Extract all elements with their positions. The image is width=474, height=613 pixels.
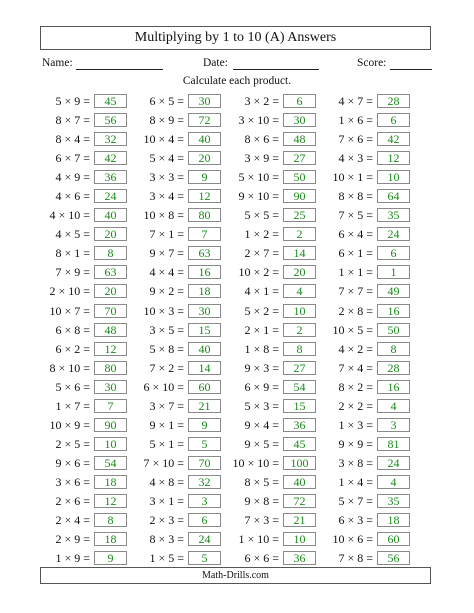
problem-expression: 4 × 2 = (338, 341, 373, 356)
problem-row (321, 111, 433, 130)
problem-expression: 8 × 1 = (55, 246, 90, 261)
problem-expression: 3 × 7 = (149, 398, 184, 413)
answer-box: 7 (188, 227, 221, 241)
answer-box: 36 (283, 418, 316, 432)
answer-box: 4 (283, 284, 316, 298)
problem-row (321, 340, 433, 359)
answer-box: 64 (377, 189, 410, 203)
answer-box: 80 (94, 361, 127, 375)
answer-box: 63 (188, 246, 221, 260)
answer-box: 21 (188, 399, 221, 413)
problem-expression: 2 × 10 = (49, 284, 90, 299)
answer-box: 4 (377, 475, 410, 489)
date-line (233, 69, 319, 70)
problem-row (321, 454, 433, 473)
problem-expression: 8 × 3 = (149, 532, 184, 547)
problem-expression: 8 × 5 = (244, 474, 279, 489)
problem-expression: 3 × 1 = (149, 493, 184, 508)
problem-expression: 4 × 9 = (55, 170, 90, 185)
problem-expression: 7 × 7 = (338, 284, 373, 299)
problem-expression: 10 × 6 = (332, 532, 373, 547)
answer-box: 20 (283, 265, 316, 279)
answer-box: 15 (283, 399, 316, 413)
problem-expression: 9 × 10 = (238, 189, 279, 204)
problem-expression: 2 × 9 = (55, 532, 90, 547)
problem-expression: 10 × 1 = (332, 170, 373, 185)
problem-expression: 9 × 7 = (149, 246, 184, 261)
problem-row (321, 416, 433, 435)
problem-expression: 3 × 4 = (149, 189, 184, 204)
problem-expression: 10 × 2 = (238, 265, 279, 280)
problem-row (321, 168, 433, 187)
problem-row (321, 378, 433, 397)
problem-expression: 6 × 1 = (338, 246, 373, 261)
answer-box: 10 (283, 304, 316, 318)
answer-box: 30 (188, 94, 221, 108)
answer-box: 10 (283, 532, 316, 546)
answer-box: 48 (94, 323, 127, 337)
answer-box: 6 (188, 513, 221, 527)
problem-expression: 2 × 5 = (55, 436, 90, 451)
problem-row (321, 92, 433, 111)
problem-expression: 1 × 4 = (338, 474, 373, 489)
problem-expression: 8 × 9 = (149, 113, 184, 128)
answer-box: 56 (94, 113, 127, 127)
answer-box: 5 (188, 551, 221, 565)
answer-box: 40 (188, 342, 221, 356)
problem-expression: 10 × 4 = (143, 132, 184, 147)
answer-box: 15 (188, 323, 221, 337)
problem-expression: 5 × 5 = (244, 208, 279, 223)
problem-expression: 7 × 6 = (338, 132, 373, 147)
problem-expression: 2 × 3 = (149, 513, 184, 528)
answer-box: 24 (377, 227, 410, 241)
problem-expression: 6 × 2 = (55, 341, 90, 356)
problem-row (321, 473, 433, 492)
problem-expression: 3 × 9 = (244, 151, 279, 166)
answer-box: 40 (188, 132, 221, 146)
answer-box: 72 (283, 494, 316, 508)
answer-box: 2 (283, 323, 316, 337)
name-label: Name: (42, 57, 73, 69)
problem-expression: 2 × 8 = (338, 303, 373, 318)
problem-expression: 7 × 1 = (149, 227, 184, 242)
problem-expression: 4 × 10 = (49, 208, 90, 223)
answer-box: 14 (283, 246, 316, 260)
problem-expression: 4 × 6 = (55, 189, 90, 204)
answer-box: 18 (188, 284, 221, 298)
problem-expression: 2 × 6 = (55, 493, 90, 508)
answer-box: 2 (283, 227, 316, 241)
answer-box: 20 (94, 284, 127, 298)
problem-expression: 10 × 3 = (143, 303, 184, 318)
answer-box: 10 (377, 170, 410, 184)
problem-expression: 2 × 2 = (338, 398, 373, 413)
problem-expression: 6 × 4 = (338, 227, 373, 242)
problem-expression: 1 × 7 = (55, 398, 90, 413)
problem-expression: 9 × 2 = (149, 284, 184, 299)
problem-expression: 9 × 4 = (244, 417, 279, 432)
answer-box: 1 (377, 265, 410, 279)
problem-expression: 4 × 3 = (338, 151, 373, 166)
score-line (390, 69, 432, 70)
answer-box: 3 (377, 418, 410, 432)
answer-box: 63 (94, 265, 127, 279)
problem-row (321, 187, 433, 206)
answer-box: 5 (188, 437, 221, 451)
problem-expression: 1 × 10 = (238, 532, 279, 547)
problem-expression: 4 × 5 = (55, 227, 90, 242)
answer-box: 42 (377, 132, 410, 146)
answer-box: 20 (188, 151, 221, 165)
problem-row (321, 149, 433, 168)
answer-box: 9 (188, 418, 221, 432)
problem-expression: 6 × 7 = (55, 151, 90, 166)
answer-box: 16 (377, 304, 410, 318)
problem-row (321, 511, 433, 530)
answer-box: 70 (94, 304, 127, 318)
answer-box: 48 (283, 132, 316, 146)
problem-expression: 4 × 7 = (338, 94, 373, 108)
worksheet-title: Multiplying by 1 to 10 (A) Answers (40, 26, 431, 50)
problem-expression: 10 × 7 = (49, 303, 90, 318)
answer-box: 90 (94, 418, 127, 432)
answer-box: 20 (94, 227, 127, 241)
problem-expression: 5 × 3 = (244, 398, 279, 413)
problem-row (321, 130, 433, 149)
problem-expression: 8 × 7 = (55, 113, 90, 128)
answer-box: 60 (377, 532, 410, 546)
problem-expression: 1 × 3 = (338, 417, 373, 432)
answer-box: 3 (188, 494, 221, 508)
problem-row (321, 282, 433, 301)
problem-expression: 2 × 7 = (244, 246, 279, 261)
answer-box: 80 (188, 208, 221, 222)
answer-box: 18 (377, 513, 410, 527)
answer-box: 56 (377, 551, 410, 565)
problem-expression: 5 × 10 = (238, 170, 279, 185)
problem-row (321, 492, 433, 511)
problem-expression: 1 × 6 = (338, 113, 373, 128)
problem-row (321, 435, 433, 454)
problem-expression: 8 × 4 = (55, 132, 90, 147)
problem-expression: 6 × 9 = (244, 379, 279, 394)
problem-expression: 3 × 6 = (55, 474, 90, 489)
answer-box: 36 (94, 170, 127, 184)
answer-box: 18 (94, 532, 127, 546)
problem-expression: 2 × 4 = (55, 513, 90, 528)
answer-box: 50 (377, 323, 410, 337)
problem-expression: 7 × 4 = (338, 360, 373, 375)
problem-expression: 7 × 3 = (244, 513, 279, 528)
problem-expression: 10 × 8 = (143, 208, 184, 223)
answer-box: 60 (188, 380, 221, 394)
answer-box: 9 (94, 551, 127, 565)
problem-expression: 5 × 9 = (55, 94, 90, 108)
problem-expression: 3 × 5 = (149, 322, 184, 337)
problem-expression: 8 × 8 = (338, 189, 373, 204)
problem-expression: 10 × 9 = (49, 417, 90, 432)
problem-row (321, 397, 433, 416)
answer-box: 54 (283, 380, 316, 394)
answer-box: 8 (94, 513, 127, 527)
answer-box: 6 (377, 246, 410, 260)
answer-box: 6 (283, 94, 316, 108)
date-label: Date: (203, 57, 228, 69)
answer-box: 18 (94, 475, 127, 489)
problem-expression: 10 × 5 = (332, 322, 373, 337)
problem-expression: 3 × 3 = (149, 170, 184, 185)
answer-box: 35 (377, 208, 410, 222)
problem-expression: 5 × 2 = (244, 303, 279, 318)
problem-expression: 4 × 1 = (244, 284, 279, 299)
problem-expression: 5 × 4 = (149, 151, 184, 166)
problem-expression: 7 × 5 = (338, 208, 373, 223)
problem-expression: 7 × 8 = (338, 551, 373, 566)
problem-expression: 1 × 9 = (55, 551, 90, 566)
problem-expression: 2 × 1 = (244, 322, 279, 337)
answer-box: 40 (283, 475, 316, 489)
answer-box: 72 (188, 113, 221, 127)
answer-box: 21 (283, 513, 316, 527)
answer-box: 42 (94, 151, 127, 165)
answer-box: 36 (283, 551, 316, 565)
problem-expression: 6 × 5 = (149, 94, 184, 108)
answer-box: 30 (188, 304, 221, 318)
answer-box: 24 (188, 532, 221, 546)
answer-box: 12 (94, 342, 127, 356)
problem-row (321, 244, 433, 263)
problem-expression: 1 × 1 = (338, 265, 373, 280)
problem-expression: 3 × 10 = (238, 113, 279, 128)
problem-expression: 7 × 2 = (149, 360, 184, 375)
problem-expression: 9 × 8 = (244, 493, 279, 508)
answer-box: 24 (94, 189, 127, 203)
problem-column-4 (321, 92, 433, 568)
problem-expression: 5 × 7 = (338, 493, 373, 508)
answer-box: 10 (94, 437, 127, 451)
problem-expression: 4 × 4 = (149, 265, 184, 280)
answer-box: 16 (377, 380, 410, 394)
answer-box: 4 (377, 399, 410, 413)
answer-box: 16 (188, 265, 221, 279)
problem-expression: 7 × 10 = (143, 455, 184, 470)
problem-expression: 9 × 1 = (149, 417, 184, 432)
answer-box: 90 (283, 189, 316, 203)
score-label: Score: (357, 57, 387, 69)
problem-expression: 1 × 2 = (244, 227, 279, 242)
answer-box: 12 (188, 189, 221, 203)
problem-expression: 6 × 3 = (338, 513, 373, 528)
answer-box: 24 (377, 456, 410, 470)
answer-box: 14 (188, 361, 221, 375)
answer-box: 8 (377, 342, 410, 356)
answer-box: 30 (94, 380, 127, 394)
problem-expression: 1 × 8 = (244, 341, 279, 356)
answer-box: 25 (283, 208, 316, 222)
answer-box: 40 (94, 208, 127, 222)
problem-expression: 6 × 8 = (55, 322, 90, 337)
problem-row (321, 225, 433, 244)
problem-expression: 6 × 6 = (244, 551, 279, 566)
problem-row (321, 530, 433, 549)
answer-box: 45 (94, 94, 127, 108)
answer-box: 100 (283, 456, 316, 470)
problem-row (321, 359, 433, 378)
name-line (76, 69, 163, 70)
answer-box: 28 (377, 361, 410, 375)
answer-box: 35 (377, 494, 410, 508)
problem-expression: 9 × 6 = (55, 455, 90, 470)
problem-expression: 8 × 6 = (244, 132, 279, 147)
answer-box: 81 (377, 437, 410, 451)
problem-expression: 8 × 10 = (49, 360, 90, 375)
problem-row (321, 263, 433, 282)
problem-expression: 8 × 2 = (338, 379, 373, 394)
problem-expression: 5 × 6 = (55, 379, 90, 394)
problem-row (321, 549, 433, 568)
problem-expression: 3 × 8 = (338, 455, 373, 470)
problem-row (321, 206, 433, 225)
problem-expression: 5 × 8 = (149, 341, 184, 356)
problem-expression: 9 × 9 = (338, 436, 373, 451)
problem-expression: 5 × 1 = (149, 436, 184, 451)
answer-box: 49 (377, 284, 410, 298)
answer-box: 8 (283, 342, 316, 356)
answer-box: 27 (283, 151, 316, 165)
problem-expression: 10 × 10 = (232, 455, 279, 470)
answer-box: 27 (283, 361, 316, 375)
problem-expression: 6 × 10 = (143, 379, 184, 394)
problem-expression: 7 × 9 = (55, 265, 90, 280)
answer-box: 12 (377, 151, 410, 165)
answer-box: 6 (377, 113, 410, 127)
answer-box: 32 (94, 132, 127, 146)
instruction-text: Calculate each product. (182, 75, 292, 87)
problem-expression: 4 × 8 = (149, 474, 184, 489)
problem-expression: 3 × 2 = (244, 94, 279, 108)
answer-box: 7 (94, 399, 127, 413)
problem-expression: 1 × 5 = (149, 551, 184, 566)
problem-row (321, 302, 433, 321)
answer-box: 70 (188, 456, 221, 470)
answer-box: 54 (94, 456, 127, 470)
answer-box: 32 (188, 475, 221, 489)
footer-source: Math-Drills.com (40, 567, 431, 584)
answer-box: 50 (283, 170, 316, 184)
answer-box: 30 (283, 113, 316, 127)
problem-expression: 9 × 5 = (244, 436, 279, 451)
answer-box: 8 (94, 246, 127, 260)
answer-box: 45 (283, 437, 316, 451)
answer-box: 9 (188, 170, 221, 184)
problem-expression: 9 × 3 = (244, 360, 279, 375)
answer-box: 12 (94, 494, 127, 508)
answer-box: 28 (377, 94, 410, 108)
problem-row (321, 321, 433, 340)
